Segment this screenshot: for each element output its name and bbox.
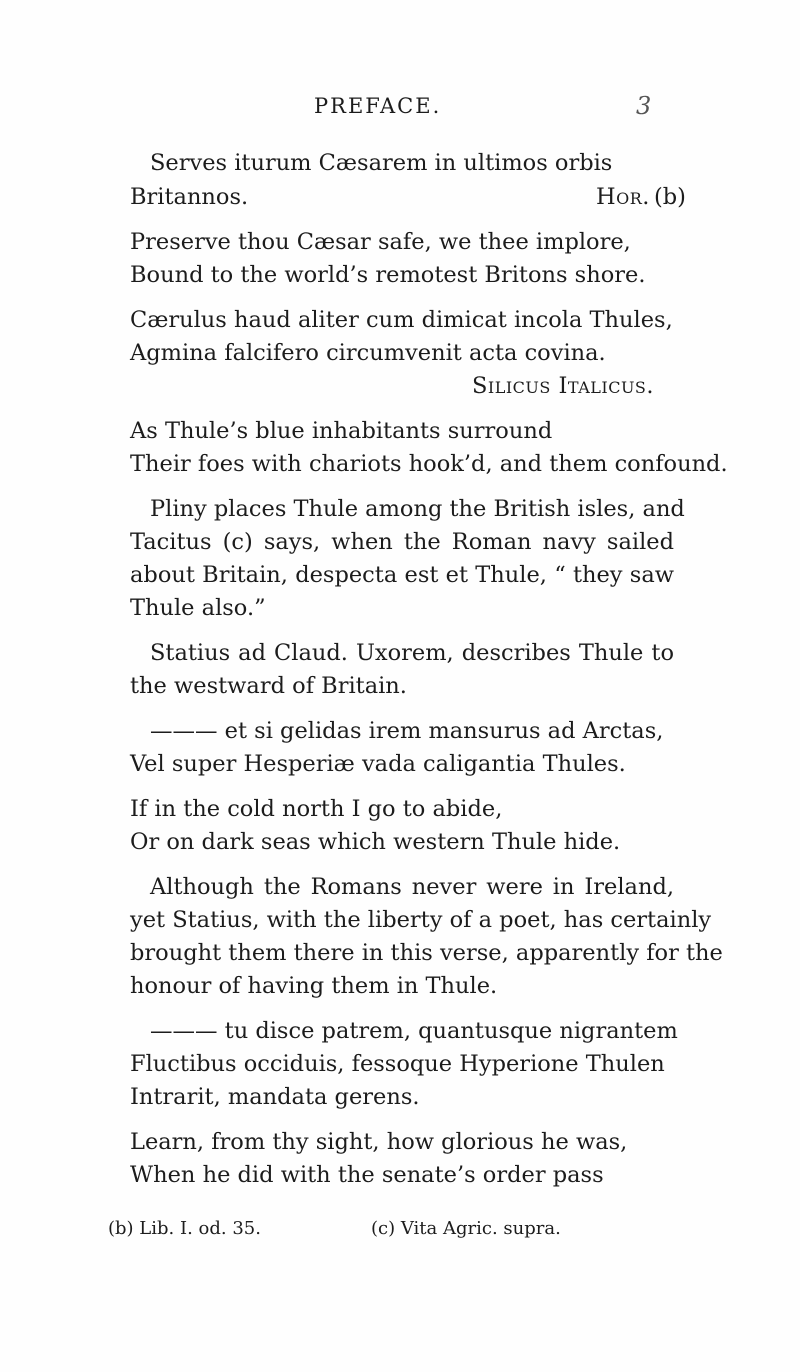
page-header	[0, 94, 800, 122]
footnote-c: (c) Vita Agric. supra.	[371, 1218, 561, 1239]
text-line: the westward of Britain.	[130, 673, 407, 699]
text-line: Agmina falcifero circumvenit acta covina.	[130, 340, 606, 366]
text-line: As Thule’s blue inhabitants surround	[130, 418, 553, 444]
text-line: Serves iturum Cæsarem in ultimos orbis	[150, 150, 613, 176]
text-line: Learn, from thy sight, how glorious he was,	[130, 1129, 628, 1155]
text-line: Or on dark seas which western Thule hide.	[130, 829, 621, 855]
text-line: When he did with the senate’s order pass	[130, 1162, 604, 1188]
text-line: Cærulus haud aliter cum dimicat incola Thules,	[130, 307, 673, 333]
text-line: Bound to the world’s remotest Britons shore.	[130, 262, 646, 288]
text-line: Statius ad Claud. Uxorem, describes Thule to	[150, 640, 674, 666]
text-line: ——— et si gelidas irem mansurus ad Arctas,	[150, 718, 664, 744]
text-line: Thule also.”	[130, 595, 266, 621]
text-line: Fluctibus occiduis, fessoque Hyperione Thulen	[130, 1051, 665, 1077]
footnote-b: (b) Lib. I. od. 35.	[108, 1218, 261, 1239]
text-line: Preserve thou Cæsar safe, we thee implore,	[130, 229, 631, 255]
text-line: brought them there in this verse, apparently for the	[130, 940, 723, 966]
text-line: honour of having them in Thule.	[130, 973, 498, 999]
citation-author: Silicus Italicus.	[472, 373, 655, 399]
footnote-ref: (b)	[654, 184, 686, 210]
text-line: about Britain, despecta est et Thule, “ they saw	[130, 562, 674, 588]
text-line: Although the Romans never were in Ireland,	[150, 874, 674, 900]
running-title: PREFACE.	[314, 94, 442, 118]
citation-author: Hor.	[596, 184, 650, 210]
text-line: If in the cold north I go to abide,	[130, 796, 503, 822]
text-line: yet Statius, with the liberty of a poet, has certainly	[130, 907, 712, 933]
text-line: Britannos.	[130, 184, 249, 210]
text-line: Tacitus (c) says, when the Roman navy sailed	[130, 529, 674, 555]
page-number: 3	[636, 92, 652, 120]
text-line: Pliny places Thule among the British isles, and	[150, 496, 685, 522]
text-line: Vel super Hesperiæ vada caligantia Thules.	[130, 751, 626, 777]
text-line: Their foes with chariots hook’d, and them confound.	[130, 451, 728, 477]
text-line: Intrarit, mandata gerens.	[130, 1084, 420, 1110]
text-line: ——— tu disce patrem, quantusque nigrantem	[150, 1018, 678, 1044]
